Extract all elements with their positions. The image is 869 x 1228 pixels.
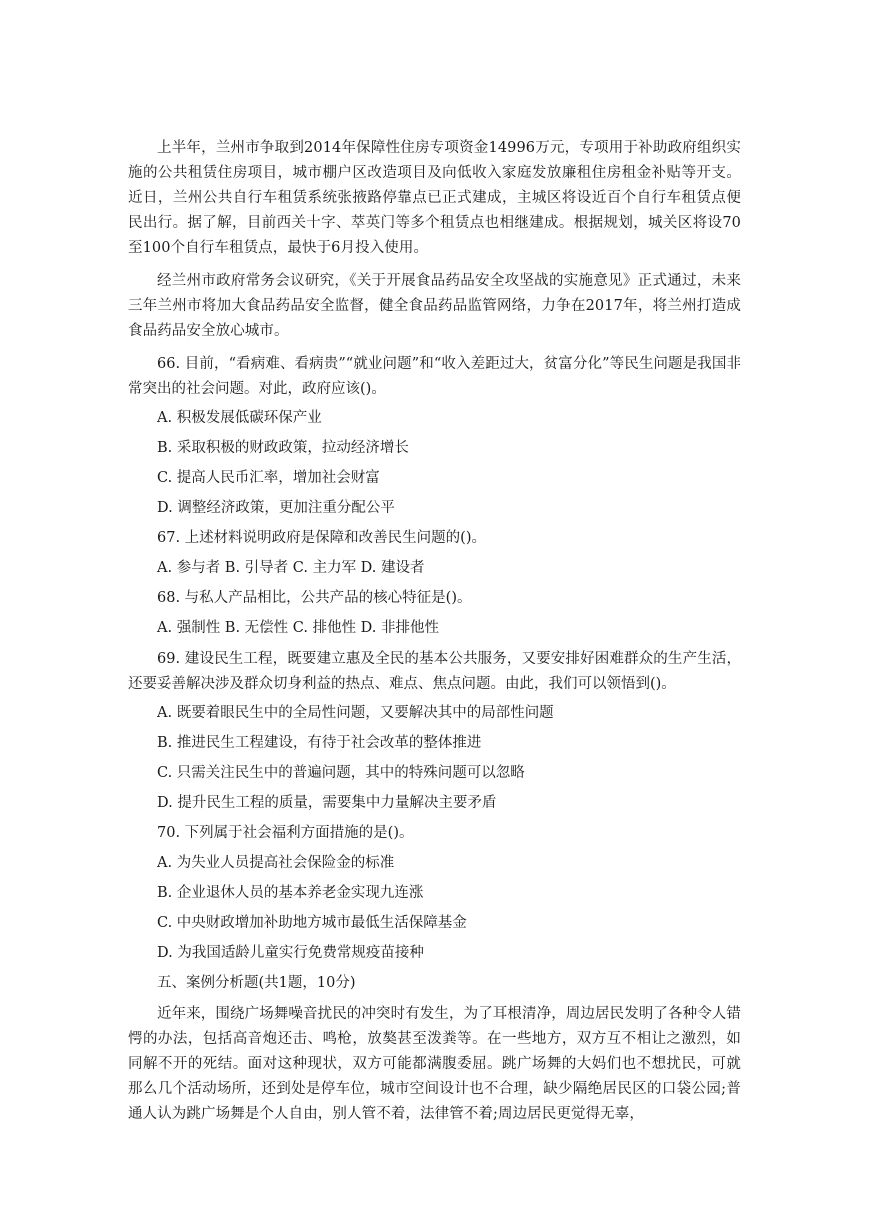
question-68-stem: 68. 与私人产品相比，公共产品的核心特征是()。	[157, 590, 472, 606]
material-paragraph-1: 上半年，兰州市争取到2014年保障性住房专项资金14996万元，专项用于补助政府组织实施的公共租赁住房项目，城市棚户区改造项目及向低收入家庭发放廉租住房租金补贴等开支。近日，兰州公共自行车租赁系统张掖路停靠点已正式建成，主城区将设近百个自行车租赁点便民出行。据了解，目前西关十字、萃英门等多个租赁点也相继建成。根据规划，城关区将设70至100个自行车租赁点，最快于6月投入使用。	[128, 140, 741, 256]
case-paragraph: 近年来，围绕广场舞噪音扰民的冲突时有发生，为了耳根清净，周边居民发明了各种令人错愕的办法，包括高音炮还击、鸣枪，放獒甚至泼粪等。在一些地方，双方互不相让之激烈，如同解不开的死结。面对这种现状，双方可能都满腹委屈。跳广场舞的大妈们也不想扰民，可就那么几个活动场所，还到处是停车位，城市空间设计也不合理，缺少隔绝居民区的口袋公园;普通人认为跳广场舞是个人自由，别人管不着，法律管不着;周边居民更觉得无辜，	[128, 1006, 741, 1122]
question-66-option-b: B. 采取积极的财政政策，拉动经济增长	[157, 440, 409, 456]
question-66-option-d: D. 调整经济政策，更加注重分配公平	[157, 500, 395, 516]
question-70-option-b: B. 企业退休人员的基本养老金实现九连涨	[157, 885, 424, 901]
question-69-option-b: B. 推进民生工程建设，有待于社会改革的整体推进	[157, 735, 482, 751]
question-69-option-a: A. 既要着眼民生中的全局性问题，又要解决其中的局部性问题	[157, 705, 554, 721]
section-5-heading: 五、案例分析题(共1题，10分)	[157, 975, 356, 991]
question-67-options: A. 参与者 B. 引导者 C. 主力军 D. 建设者	[157, 560, 425, 576]
question-66-option-c: C. 提高人民币汇率，增加社会财富	[157, 470, 380, 486]
question-66-stem: 66. 目前，“看病难、看病贵”“就业问题”和“收入差距过大，贫富分化”等民生问题是我国非常突出的社会问题。对此，政府应该()。	[128, 356, 741, 397]
question-69-stem: 69. 建设民生工程，既要建立惠及全民的基本公共服务，又要安排好困难群众的生产生活，还要妥善解决涉及群众切身利益的热点、难点、焦点问题。由此，我们可以领悟到()。	[128, 651, 741, 692]
question-70-stem: 70. 下列属于社会福利方面措施的是()。	[157, 825, 414, 841]
document-page	[128, 136, 741, 1135]
material-paragraph-2: 经兰州市政府常务会议研究，《关于开展食品药品安全攻坚战的实施意见》正式通过，未来三年兰州市将加大食品药品安全监督，健全食品药品监管网络，力争在2017年，将兰州打造成食品药品安全放心城市。	[128, 273, 741, 339]
question-69-option-d: D. 提升民生工程的质量，需要集中力量解决主要矛盾	[157, 795, 497, 811]
question-68-options: A. 强制性 B. 无偿性 C. 排他性 D. 非排他性	[157, 620, 440, 636]
question-69-option-c: C. 只需关注民生中的普遍问题，其中的特殊问题可以忽略	[157, 765, 525, 781]
question-66-option-a: A. 积极发展低碳环保产业	[157, 410, 322, 426]
question-67-stem: 67. 上述材料说明政府是保障和改善民生问题的()。	[157, 530, 486, 546]
question-70-option-c: C. 中央财政增加补助地方城市最低生活保障基金	[157, 915, 467, 931]
question-70-option-d: D. 为我国适龄儿童实行免费常规疫苗接种	[157, 945, 424, 961]
question-70-option-a: A. 为失业人员提高社会保险金的标准	[157, 855, 395, 871]
